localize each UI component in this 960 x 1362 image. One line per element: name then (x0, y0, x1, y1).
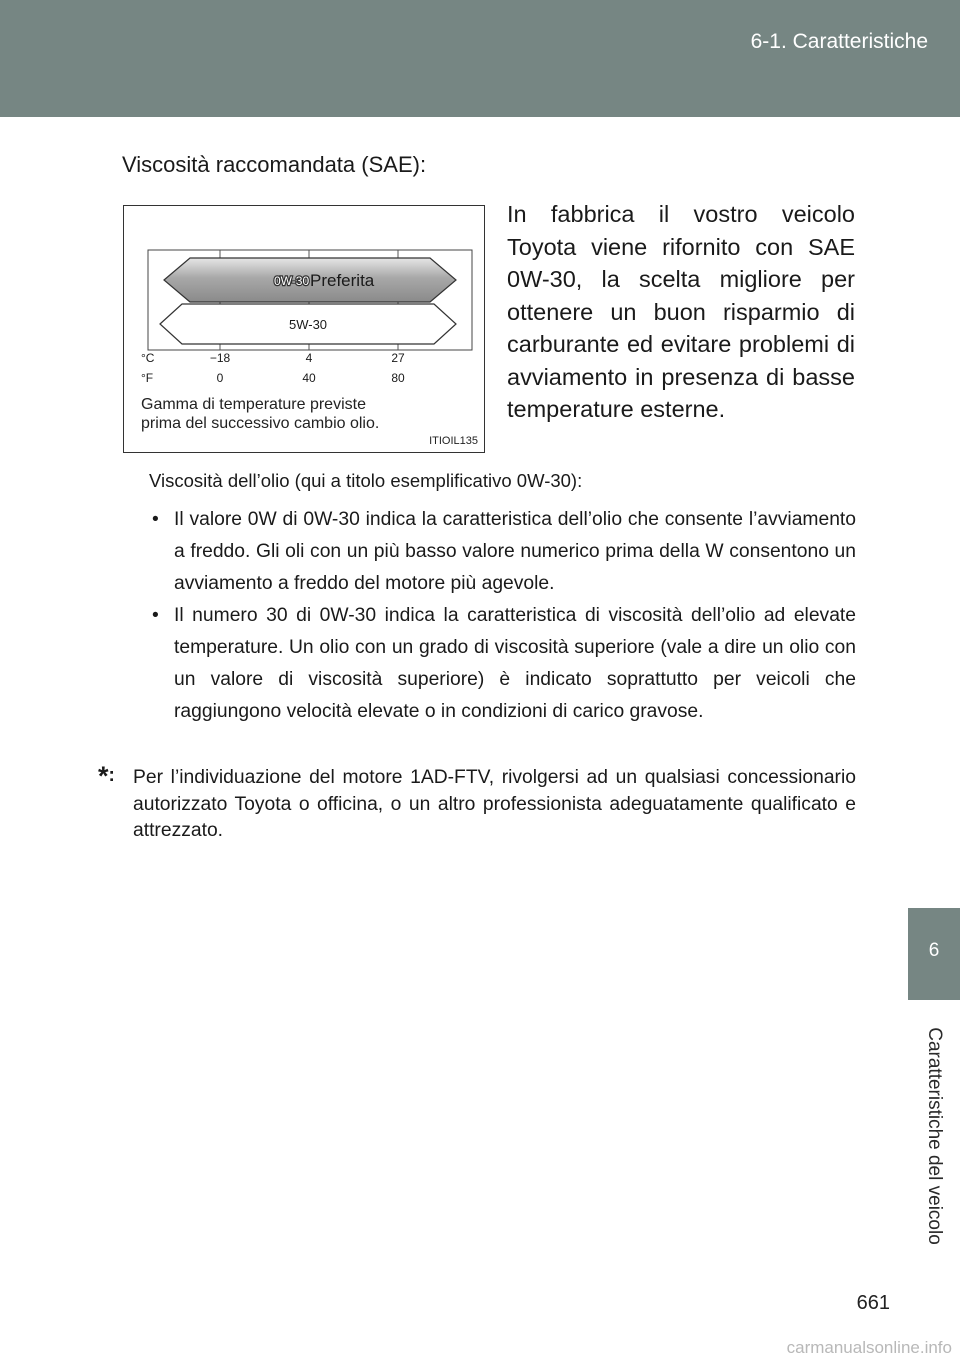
figure-caption-line: prima del successivo cambio olio. (141, 415, 380, 432)
asterisk: * (98, 761, 109, 791)
celsius-tick: −18 (209, 351, 231, 365)
watermark: carmanualsonline.info (786, 1338, 952, 1357)
chapter-tab (908, 908, 960, 1000)
list-item: • Il numero 30 di 0W-30 indica la caratteristica di viscosità dell’olio ad elevate temperature. Un olio con un grado di viscosità superiore (vale a dire un olio con un valore di viscosità superiore) è indicato soprattutto per veicoli che raggiungono velocità elevate o in condizioni di carico gravose. (150, 600, 856, 728)
bar-0w30-tag: Preferita (310, 271, 375, 290)
oil-viscosity-heading: Viscosità dell’olio (qui a titolo esemplificativo 0W-30): (149, 470, 583, 491)
section-title: 6-1. Caratteristiche (750, 30, 928, 53)
fahrenheit-tick: 80 (391, 371, 405, 385)
viscosity-figure (123, 205, 485, 453)
fahrenheit-tick: 40 (302, 371, 316, 385)
footnote-separator: : (108, 765, 115, 786)
bar-5w30-label: 5W-30 (288, 317, 328, 332)
bar-0w30-label: 0W-30 (274, 274, 310, 288)
chapter-label: Caratteristiche del veicolo (924, 1027, 945, 1245)
figure-caption-line: Gamma di temperature previste (141, 396, 366, 413)
chapter-number: 6 (928, 940, 940, 961)
factory-oil-paragraph: In fabbrica il vostro veicolo Toyota viene rifornito con SAE 0W-30, la scelta migliore per ottenere un buon risparmio di carburante ed evitare problemi di avviamento in presenza di basse temperature esterne. (507, 201, 855, 422)
footnote (98, 761, 856, 845)
celsius-tick: 27 (391, 351, 405, 365)
list-item: • Il valore 0W di 0W-30 indica la caratteristica dell’olio che consente l’avviamento a freddo. Gli oli con un più basso valore numerico prima della W consentono un avviamento a freddo del motore più agevole. (150, 504, 856, 600)
fahrenheit-tick: 0 (216, 371, 224, 385)
viscosity-bullet-list (150, 504, 856, 728)
figure-caption (141, 395, 379, 433)
celsius-unit: °C (141, 351, 155, 365)
celsius-tick: 4 (305, 351, 313, 365)
page-header (0, 0, 960, 117)
footnote-marker (98, 763, 115, 790)
footnote-text: Per l’individuazione del motore 1AD-FTV, rivolgersi ad un qualsiasi concessionario autorizzato Toyota o officina, o un altro professionista adeguatamente qualificato e attrezzato. (133, 767, 856, 841)
fahrenheit-unit: °F (141, 371, 154, 385)
figure-code: ITIOIL135 (429, 435, 478, 447)
page-number: 661 (856, 1292, 890, 1314)
viscosity-heading: Viscosità raccomandata (SAE): (122, 152, 427, 177)
